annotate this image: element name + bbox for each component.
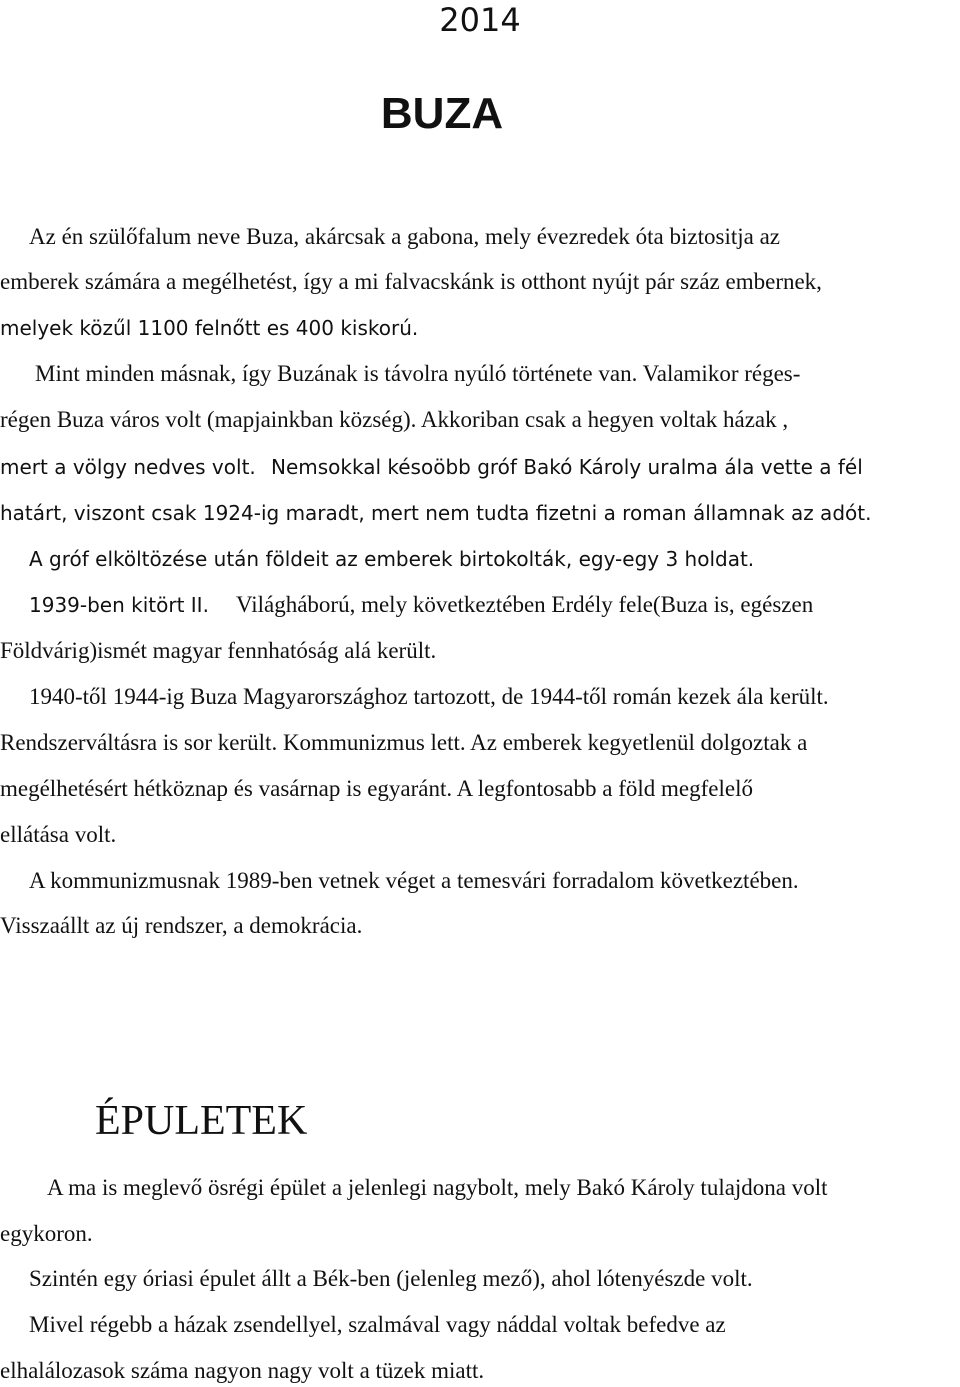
text-line: A ma is meglevő ösrégi épület a jelenlegi nagybolt, mely Bakó Károly tulajdona volt xyxy=(47,1175,828,1200)
text-line: ellátása volt. xyxy=(0,822,117,847)
text-line: Rendszerváltásra is sor került. Kommunizmus lett. Az emberek kegyetlenül dolgoztak a xyxy=(0,730,808,755)
page-year: 2014 xyxy=(439,1,521,39)
text-line: határt, viszont csak 1924-ig maradt, mert nem tudta fizetni a roman államnak az adót. xyxy=(0,501,872,525)
text-line: megélhetésért hétköznap és vasárnap is egyaránt. A legfontosabb a föld megfelelő xyxy=(0,776,753,801)
text-line: Mivel régebb a házak zsendellyel, szalmával vagy náddal voltak befedve az xyxy=(29,1312,726,1337)
text-line: Világháború, mely következtében Erdély fele(Buza is, egészen xyxy=(236,592,814,617)
text-line: elhalálozasok száma nagyon nagy volt a tüzek miatt. xyxy=(0,1358,485,1383)
text-line: 1940-től 1944-ig Buza Magyarországhoz tartozott, de 1944-től román kezek ála került. xyxy=(29,684,829,709)
text-line: Visszaállt az új rendszer, a demokrácia. xyxy=(0,913,363,938)
text-line: Az én szülőfalum neve Buza, akárcsak a gabona, mely évezredek óta biztositja az xyxy=(29,224,780,249)
page-title: BUZA xyxy=(380,89,504,138)
text-line: melyek közűl 1100 felnőtt es 400 kiskorú. xyxy=(0,316,419,340)
text-line: 1939-ben kitört II. xyxy=(29,593,209,617)
text-line: régen Buza város volt (mapjainkban község). Akkoriban csak a hegyen voltak házak , xyxy=(0,407,789,432)
text-line: Földvárig)ismét magyar fennhatóság alá került. xyxy=(0,638,437,663)
text-line: Szintén egy óriasi épulet állt a Bék-ben (jelenleg mező), ahol lótenyészde volt. xyxy=(29,1266,753,1291)
text-line: Mint minden másnak, így Buzának is távolra nyúló története van. Valamikor réges- xyxy=(35,361,801,386)
section-heading: ÉPULETEK xyxy=(95,1098,308,1144)
text-line: A gróf elköltözése után földeit az emberek birtokolták, egy-egy 3 holdat. xyxy=(29,547,755,571)
text-line: Nemsokkal késoöbb gróf Bakó Károly uralma ála vette a fél xyxy=(271,455,863,479)
text-line: A kommunizmusnak 1989-ben vetnek véget a temesvári forradalom következtében. xyxy=(29,868,799,893)
text-line: emberek számára a megélhetést, így a mi falvacskánk is otthont nyújt pár száz embernek, xyxy=(0,269,822,294)
text-line: mert a völgy nedves volt. xyxy=(0,455,256,479)
text-line: egykoron. xyxy=(0,1221,93,1246)
